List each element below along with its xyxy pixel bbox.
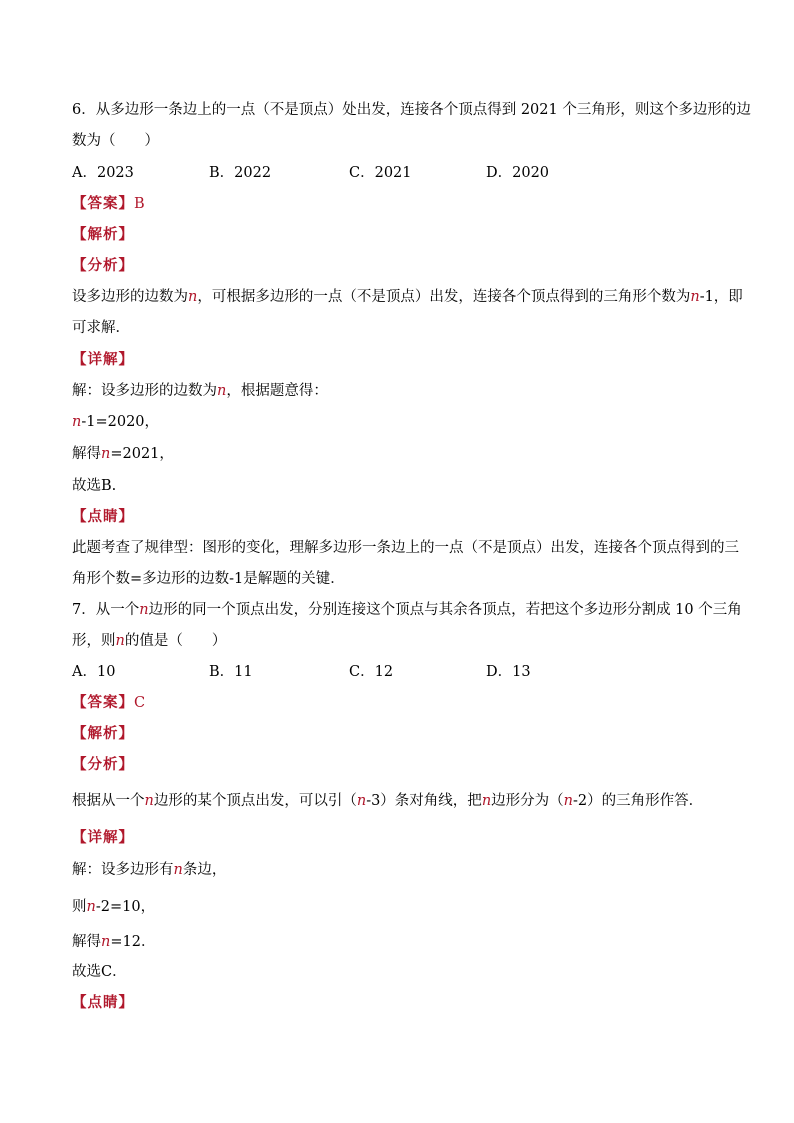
q6-detail-line-4: 故选B.	[72, 478, 117, 494]
var-n: n	[563, 793, 573, 809]
var-n: n	[217, 383, 227, 399]
q6-fenxi-line-2: 可求解．	[72, 320, 130, 336]
q7-fenxi-tag: 【分析】	[72, 756, 134, 773]
q6-fenxi-line-1: 设多边形的边数为n，可根据多边形的一点（不是顶点）出发，连接各个顶点得到的三角形个数为n-1，即	[72, 289, 743, 305]
q7-option-c: C．12	[349, 664, 394, 680]
q6-fenxi-tag: 【分析】	[72, 257, 134, 274]
q6-option-b: B．2022	[209, 165, 272, 181]
var-n: n	[481, 793, 492, 809]
q6-detail-tag: 【详解】	[72, 351, 134, 368]
answer-tag: 【答案】	[72, 195, 134, 212]
var-n: n	[86, 899, 96, 915]
answer-value: C	[134, 695, 146, 711]
var-n: n	[139, 602, 149, 618]
var-n: n	[173, 862, 183, 878]
q7-detail-line-4: 故选C．	[72, 964, 127, 980]
q7-detail-line-1: 解：设多边形有n条边，	[72, 862, 227, 878]
q6-comment-line-2: 角形个数=多边形的边数-1是解题的关键．	[72, 571, 345, 587]
var-n: n	[356, 793, 367, 809]
q6-comment-tag: 【点睛】	[72, 508, 134, 525]
q6-detail-line-2: n-1=2020，	[72, 414, 160, 430]
q7-analysis-tag: 【解析】	[72, 725, 134, 742]
q6-option-a: A．2023	[72, 165, 134, 181]
q7-option-a: A．10	[72, 664, 116, 680]
q7-stem-line-2: 形，则n的值是（ ）	[72, 633, 227, 649]
q7-comment-tag: 【点睛】	[72, 994, 134, 1011]
answer-tag: 【答案】	[72, 694, 134, 711]
var-n: n	[72, 414, 82, 430]
var-n: n	[188, 289, 198, 305]
q7-detail-tag: 【详解】	[72, 829, 134, 846]
q6-detail-line-3: 解得n=2021，	[72, 446, 174, 462]
q7-detail-line-2: 则n-2=10，	[72, 899, 156, 915]
q6-comment-line-1: 此题考查了规律型：图形的变化，理解多边形一条边上的一点（不是顶点）出发，连接各个顶点得到的三	[72, 540, 739, 556]
q6-option-d: D．2020	[486, 165, 550, 181]
q6-detail-line-1: 解：设多边形的边数为n，根据题意得：	[72, 383, 328, 399]
q7-answer	[72, 693, 145, 713]
var-n: n	[101, 446, 111, 462]
q7-fenxi-line: 根据从一个n边形的某个顶点出发，可以引（n-3）条对角线，把n边形分为（n-2）的三角形作答．	[72, 793, 704, 809]
q6-option-c: C．2021	[349, 165, 412, 181]
q7-stem-line-1: 7．从一个n边形的同一个顶点出发，分别连接这个顶点与其余各顶点，若把这个多边形分割成 10 个三角	[72, 602, 742, 618]
q6-stem-line-1: 6．从多边形一条边上的一点（不是顶点）处出发，连接各个顶点得到 2021 个三角形，则这个多边形的边	[72, 102, 751, 118]
q6-answer	[72, 194, 145, 214]
var-n: n	[101, 934, 111, 950]
q7-option-b: B．11	[209, 664, 253, 680]
q6-stem-line-2: 数为（ ）	[72, 133, 159, 149]
answer-value: B	[134, 196, 145, 212]
q6-analysis-tag: 【解析】	[72, 226, 134, 243]
q7-detail-line-3: 解得n=12．	[72, 934, 156, 950]
var-n: n	[144, 793, 154, 809]
q7-option-d: D．13	[486, 664, 531, 680]
var-n: n	[115, 633, 125, 649]
var-n: n	[690, 289, 700, 305]
